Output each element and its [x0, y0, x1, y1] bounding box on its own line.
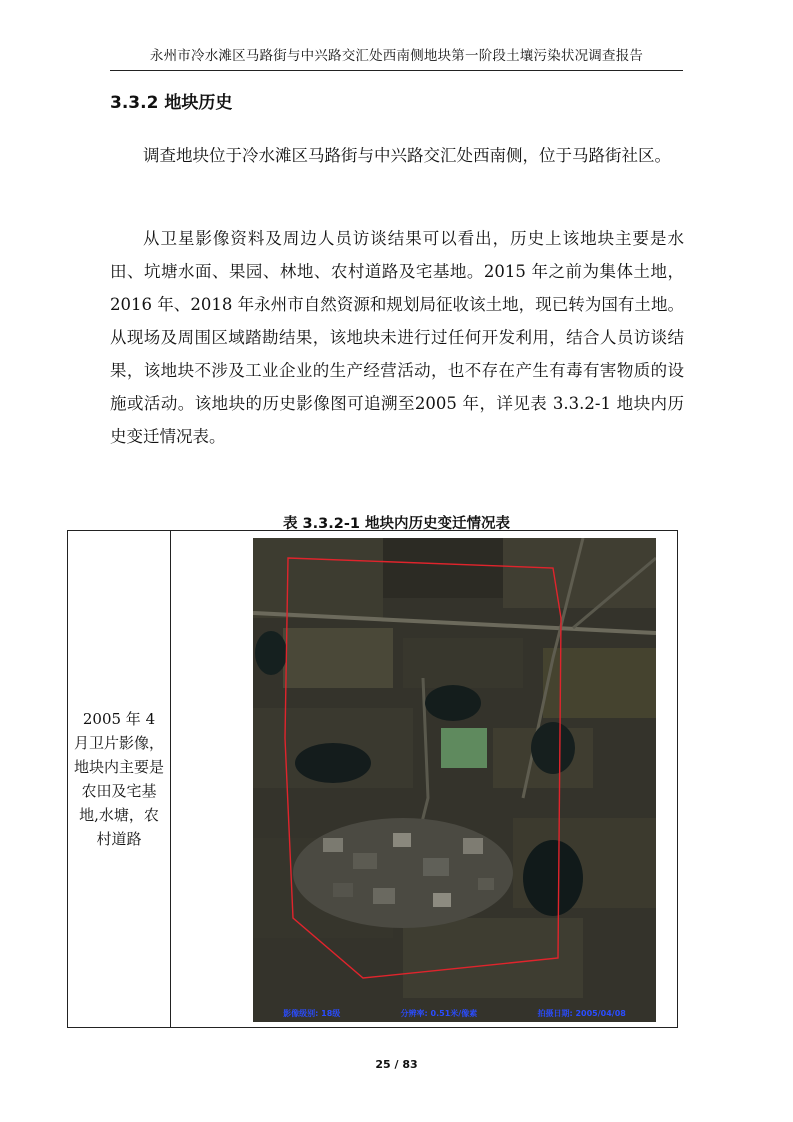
- page-number: 25 / 83: [375, 1058, 418, 1071]
- paragraph-location: 调查地块位于冷水滩区马路街与中兴路交汇处西南侧，位于马路街社区。: [143, 146, 671, 165]
- satellite-info-bar: [253, 1008, 656, 1019]
- table-caption: 表 3.3.2-1 地块内历史变迁情况表: [283, 516, 510, 532]
- image-resolution-label: 分辨率: 0.51米/像素: [400, 1009, 478, 1018]
- history-table: [67, 530, 678, 1028]
- description-text: 2005 年 4 月卫片影像，地块内主要是农田及宅基地,水塘，农村道路: [74, 710, 165, 848]
- header-rule: [110, 70, 683, 71]
- image-date-label: 拍摄日期: 2005/04/08: [537, 1009, 626, 1018]
- report-header: 永州市冷水滩区马路街与中兴路交汇处西南侧地块第一阶段土壤污染状况调查报告: [149, 48, 644, 64]
- section-title: 3.3.2 地块历史: [110, 93, 233, 113]
- satellite-image: [253, 538, 656, 1022]
- paragraph-history: 从卫星影像资料及周边人员访谈结果可以看出，历史上该地块主要是水田、坑塘水面、果园、林地、农村道路及宅基地。2015 年之前为集体土地，2016 年、2018 年永州市自然资源和规划局征收该土地，现已转为国有土地。从现场及周围区域踏勘结果，该地块未进行过任何开发利用，结合人员访谈结果，该地块不涉及工业企业的生产经营活动，也不存在产生有毒有害物质的设施或活动。该地块的历史影像图可追溯至2005 年，详见表 3.3.2-1 地块内历史变迁情况表。: [110, 229, 684, 446]
- table-column-divider: [170, 531, 171, 1027]
- table-cell-description: [68, 531, 170, 1027]
- image-level-label: 影像级别: 18级: [283, 1009, 341, 1018]
- satellite-image-graphic: [253, 538, 656, 1022]
